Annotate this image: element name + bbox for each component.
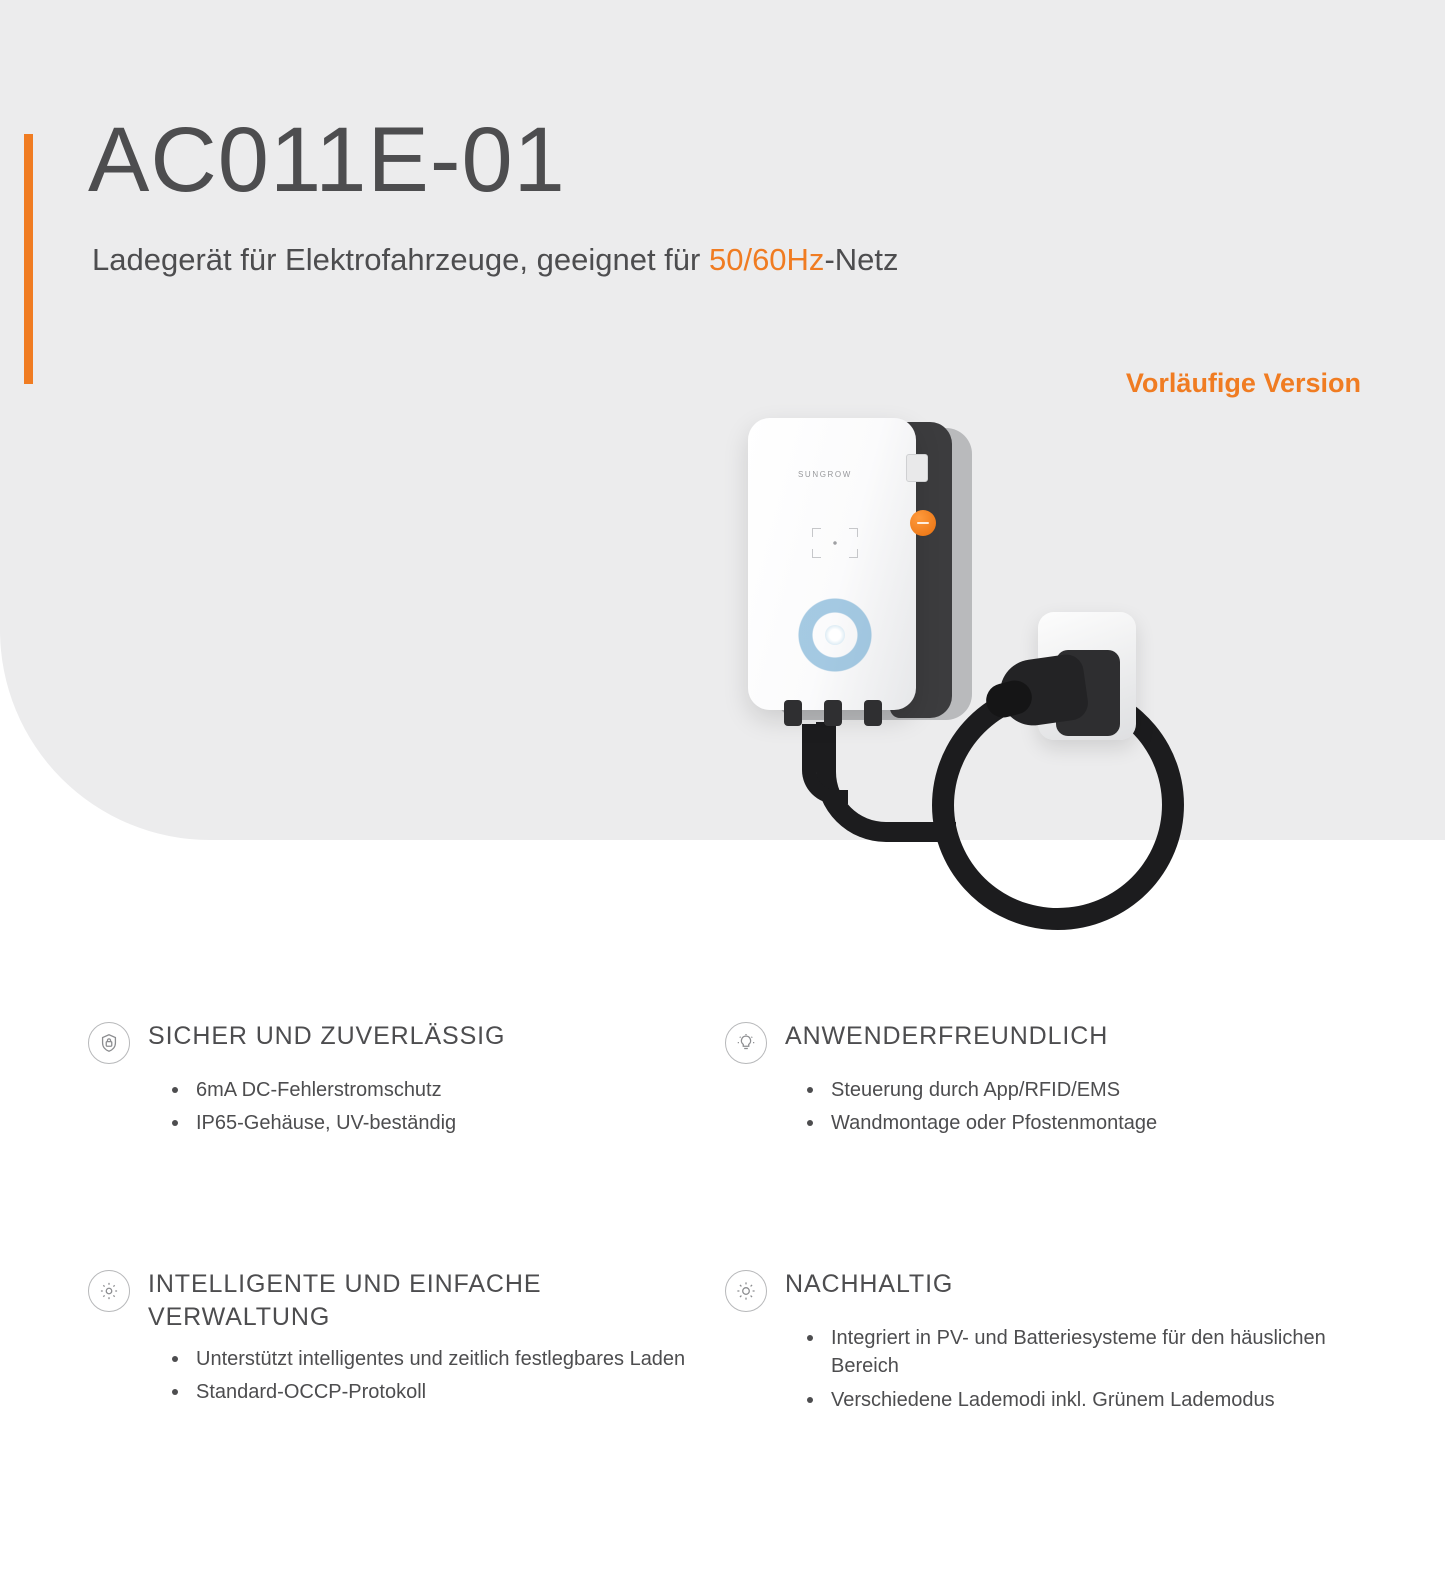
list-item: Steuerung durch App/RFID/EMS <box>805 1076 1345 1104</box>
gear-icon <box>88 1270 130 1312</box>
subtitle-text-after: -Netz <box>824 242 899 277</box>
shield-lock-icon <box>88 1022 130 1064</box>
lightbulb-icon <box>725 1022 767 1064</box>
feature-title: INTELLIGENTE UND EINFACHE VERWALTUNG <box>148 1270 542 1331</box>
preliminary-version-badge: Vorläufige Version <box>1125 368 1361 398</box>
feature-bullet-list <box>725 1324 1345 1414</box>
page-subtitle <box>92 242 899 278</box>
list-item: Unterstützt intelligentes und zeitlich festlegbares Laden <box>170 1345 708 1373</box>
brand-logo-text: SUNGROW <box>798 470 852 479</box>
list-item: Integriert in PV- und Batteriesysteme für den häuslichen Bereich <box>805 1324 1345 1381</box>
feature-header <box>88 1268 708 1333</box>
product-image <box>720 400 1280 980</box>
cable-gland <box>784 700 802 726</box>
cable-gland <box>824 700 842 726</box>
cable-gland <box>864 700 882 726</box>
feature-bullet-list <box>88 1076 708 1138</box>
feature-title: ANWENDERFREUNDLICH <box>785 1022 1109 1050</box>
feature-title: NACHHALTIG <box>785 1270 954 1298</box>
feature-bullet-list <box>725 1076 1345 1138</box>
list-item: Verschiedene Lademodi inkl. Grünem Lademodus <box>805 1386 1345 1414</box>
feature-block-smart-management <box>88 1268 708 1412</box>
list-item: Wandmontage oder Pfostenmontage <box>805 1109 1345 1137</box>
feature-header <box>725 1268 1345 1312</box>
feature-header <box>725 1020 1345 1064</box>
page-title: AC011E-01 <box>88 109 566 211</box>
orange-accent-bar <box>24 134 33 384</box>
list-item: IP65-Gehäuse, UV-beständig <box>170 1109 708 1137</box>
rfid-icon <box>812 528 858 558</box>
socket-port <box>906 454 928 482</box>
feature-block-safe-reliable <box>88 1020 708 1143</box>
feature-block-sustainable <box>725 1268 1345 1419</box>
list-item: 6mA DC-Fehlerstromschutz <box>170 1076 708 1104</box>
feature-bullet-list <box>88 1345 708 1407</box>
feature-header <box>88 1020 708 1064</box>
feature-title: SICHER UND ZUVERLÄSSIG <box>148 1022 506 1050</box>
sun-icon <box>725 1270 767 1312</box>
list-item: Standard-OCCP-Protokoll <box>170 1378 708 1406</box>
charging-cable-hook <box>802 724 848 804</box>
subtitle-frequency-highlight: 50/60Hz <box>708 242 825 277</box>
feature-block-user-friendly <box>725 1020 1345 1143</box>
subtitle-text-before: Ladegerät für Elektrofahrzeuge, geeignet für <box>92 242 709 277</box>
led-core <box>825 625 845 645</box>
stop-button <box>910 510 936 536</box>
